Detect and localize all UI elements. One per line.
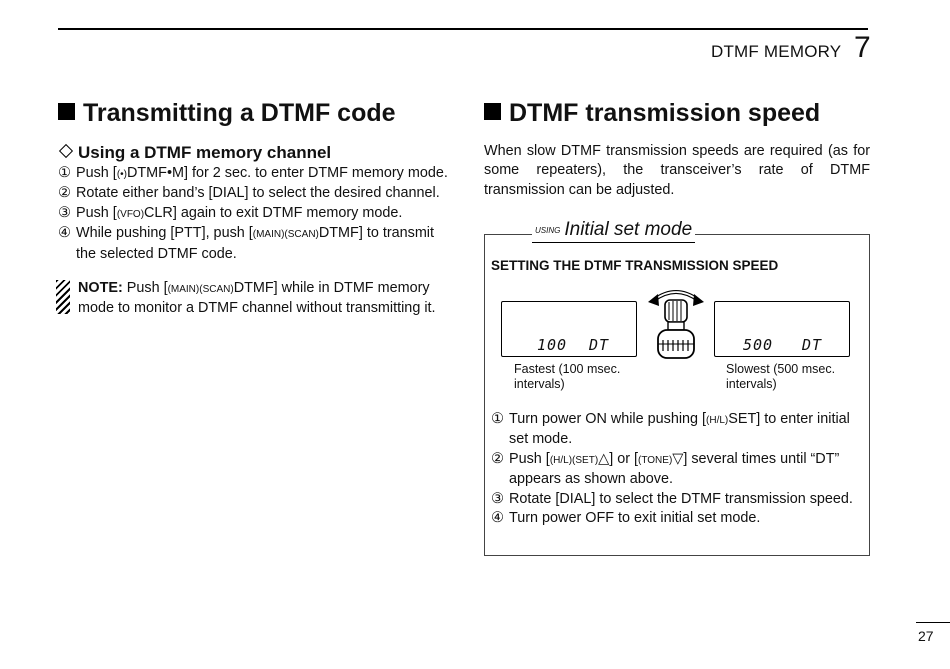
initial-set-mode-tab: USING Initial set mode [532, 219, 695, 243]
note-text: NOTE: Push [(MAIN)(SCAN)DTMF] while in DTMF memory mode to monitor a DTMF channel without transmitting it. [78, 280, 436, 317]
list-item: ④ Turn power OFF to exit initial set mode. [491, 510, 761, 527]
caption-slowest: Slowest (500 msec. intervals) [726, 362, 836, 391]
note-hatch-icon [56, 280, 70, 314]
lcd-display-fastest [501, 301, 637, 357]
heading-transmitting: Transmitting a DTMF code [58, 99, 396, 128]
square-bullet-icon [58, 103, 75, 120]
intro-paragraph: When slow DTMF transmission speeds are required (as for some repeaters), the transceiver’s rate of DTMF transmission can be adjusted. [484, 143, 870, 198]
page-number: 27 [918, 628, 934, 644]
top-rule [58, 28, 868, 30]
setting-title: SETTING THE DTMF TRANSMISSION SPEED [491, 258, 779, 273]
rotate-dial-icon [646, 288, 706, 362]
lcd-display-slowest [714, 301, 850, 357]
list-item: ③ Push [(VFO)CLR] again to exit DTMF memory mode. [58, 204, 403, 221]
section-title: DTMF MEMORY [711, 42, 842, 61]
list-item: ② Rotate either band’s [DIAL] to select the desired channel. [58, 185, 440, 202]
list-item: ③ Rotate [DIAL] to select the DTMF transmission speed. [491, 490, 853, 507]
subheading-memory-channel: Using a DTMF memory channel [58, 143, 331, 163]
diamond-outline-icon [59, 144, 73, 158]
list-item: ② Push [(H/L)(SET)△] or [(TONE)▽] several times until “DT” appears as shown above. [491, 450, 840, 488]
list-item: ① Push [(•)DTMF•M] for 2 sec. to enter DTMF memory mode. [58, 165, 448, 181]
footer-rule [916, 622, 950, 623]
lcd-value: 500 [743, 336, 774, 354]
list-item: ④ While pushing [PTT], push [(MAIN)(SCAN)DTMF] to transmit the selected DTMF code. [58, 225, 435, 262]
left-steps [58, 164, 448, 264]
lcd-code: DT [589, 336, 610, 354]
list-item: ① Turn power ON while pushing [(H/L)SET] to enter initial set mode. [491, 411, 850, 448]
square-bullet-icon [484, 103, 501, 120]
chapter-number: 7 [854, 31, 871, 64]
lcd-code: DT [802, 336, 823, 354]
caption-fastest: Fastest (100 msec. intervals) [514, 362, 621, 391]
lcd-value: 100 [537, 336, 568, 354]
right-steps [491, 410, 853, 528]
heading-transmission-speed: DTMF transmission speed [484, 99, 820, 128]
